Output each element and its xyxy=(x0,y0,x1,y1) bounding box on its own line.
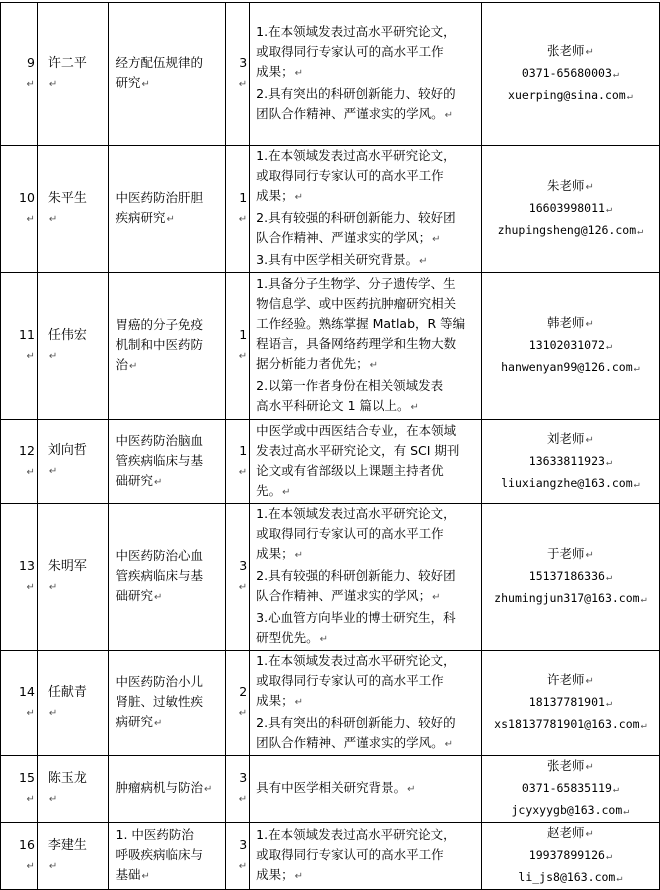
requirement-line: 成果；↵ xyxy=(256,867,304,882)
cell-end-icon: ↵ xyxy=(633,478,640,490)
cell-end-icon: ↵ xyxy=(48,466,58,477)
requirement-line: 1.在本领域发表过高水平研究论文， xyxy=(256,653,456,668)
research-topic-cell xyxy=(108,756,225,823)
paragraph-mark-icon: ↵ xyxy=(407,784,416,795)
row-number: 10 xyxy=(19,190,35,205)
contact-email: xs18137781901@163.com↵ xyxy=(494,717,647,731)
requirement-line: 程语言，具备网络药理学和生物大数 xyxy=(256,336,457,351)
requirements-cell xyxy=(250,273,482,420)
supervisor-name: 朱平生 xyxy=(47,190,87,206)
row-number-cell xyxy=(1,504,38,651)
research-topic-line: 中医药防治心血 xyxy=(115,548,204,563)
requirement-line: 或取得同行专家认可的高水平工作 xyxy=(256,44,444,59)
requirement-line: 1.在本领域发表过高水平研究论文， xyxy=(256,24,456,39)
requirement-line: 或取得同行专家认可的高水平工作 xyxy=(256,168,444,183)
cell-end-icon: ↵ xyxy=(238,708,248,719)
research-topic-line: 管疾病临床与基 xyxy=(115,568,204,583)
table-row xyxy=(1,823,660,890)
requirement-line: 或取得同行专家认可的高水平工作 xyxy=(256,526,444,541)
table-row xyxy=(1,420,660,504)
cell-end-icon: ↵ xyxy=(48,350,58,362)
requirement-line: 3.心血管方向毕业的博士研究生，科 xyxy=(256,610,456,625)
cell-end-icon: ↵ xyxy=(640,720,647,731)
contact-teacher: 韩老师↵ xyxy=(546,315,594,330)
quota-cell xyxy=(225,756,250,823)
paragraph-mark-icon: ↵ xyxy=(294,871,304,882)
table-row xyxy=(1,756,660,823)
research-topic-line: 机制和中医药防 xyxy=(115,337,204,352)
row-number-cell xyxy=(1,823,38,890)
quota-count: 3 xyxy=(239,837,248,852)
cell-end-icon: ↵ xyxy=(238,794,248,805)
paragraph-mark-icon: ↵ xyxy=(585,182,594,193)
quota-cell xyxy=(225,3,250,146)
paragraph-mark-icon: ↵ xyxy=(605,204,612,215)
requirements-cell xyxy=(250,146,482,273)
requirement-line: 团队合作精神、严谨求实的学风。↵ xyxy=(256,106,454,121)
contact-phone: 18137781901↵ xyxy=(528,695,612,709)
requirement-line: 高水平科研论文 1 篇以上。↵ xyxy=(256,398,419,413)
contact-cell xyxy=(481,420,659,504)
requirement-line: 1.在本领域发表过高水平研究论文， xyxy=(256,827,456,842)
contact-teacher: 张老师↵ xyxy=(546,43,594,58)
cell-end-icon: ↵ xyxy=(26,351,35,362)
requirement-line: 先。↵ xyxy=(256,482,291,498)
cell-end-icon: ↵ xyxy=(26,582,35,593)
cell-end-icon: ↵ xyxy=(48,793,58,805)
row-number: 16 xyxy=(19,837,35,852)
paragraph-mark-icon: ↵ xyxy=(605,341,612,352)
row-number: 12 xyxy=(19,442,35,458)
supervisor-name-cell xyxy=(37,504,108,651)
paragraph-mark-icon: ↵ xyxy=(282,486,291,498)
paragraph-mark-icon: ↵ xyxy=(369,360,379,371)
requirement-line: 具有中医学相关研究背景。↵ xyxy=(256,780,416,795)
row-number: 14 xyxy=(19,684,35,699)
cell-end-icon: ↵ xyxy=(154,476,163,488)
requirement-line: 2.具有较强的科研创新能力、较好团 xyxy=(256,568,456,583)
requirements-cell xyxy=(250,756,482,823)
research-topic-cell xyxy=(108,651,225,756)
requirement-line: 2.以第一作者身份在相关领域发表 xyxy=(256,378,444,393)
research-topic-cell xyxy=(108,146,225,273)
quota-count: 1 xyxy=(239,190,248,205)
cell-end-icon: ↵ xyxy=(141,79,150,90)
requirement-line: 工作经验。熟练掌握 Matlab，R 等编 xyxy=(256,316,466,331)
research-topic-cell xyxy=(108,273,225,420)
quota-cell xyxy=(225,823,250,890)
table-row xyxy=(1,3,660,146)
contact-cell xyxy=(481,273,659,420)
cell-end-icon: ↵ xyxy=(129,361,138,372)
paragraph-mark-icon: ↵ xyxy=(612,69,619,80)
research-topic-line: 经方配伍规律的 xyxy=(115,55,204,70)
quota-cell xyxy=(225,651,250,756)
paragraph-mark-icon: ↵ xyxy=(444,739,454,750)
requirements-cell xyxy=(250,651,482,756)
row-number: 13 xyxy=(19,558,35,573)
contact-teacher: 赵老师↵ xyxy=(546,825,594,840)
research-topic-line: 基础↵ xyxy=(115,867,150,882)
paragraph-mark-icon: ↵ xyxy=(605,572,612,583)
cell-end-icon: ↵ xyxy=(26,79,35,90)
supervisor-name: 李建生 xyxy=(47,837,87,853)
paragraph-mark-icon: ↵ xyxy=(585,676,594,687)
cell-end-icon: ↵ xyxy=(26,794,35,805)
cell-end-icon: ↵ xyxy=(626,91,633,102)
research-topic-cell xyxy=(108,823,225,890)
cell-end-icon: ↵ xyxy=(238,861,248,872)
cell-end-icon: ↵ xyxy=(166,214,175,225)
contact-phone: 13102031072↵ xyxy=(528,338,612,352)
paragraph-mark-icon: ↵ xyxy=(585,550,594,561)
quota-count: 3 xyxy=(239,770,248,785)
paragraph-mark-icon: ↵ xyxy=(294,192,304,203)
table-body xyxy=(1,3,660,890)
contact-phone: 0371-65680003↵ xyxy=(521,66,619,80)
paragraph-mark-icon: ↵ xyxy=(605,698,612,709)
contact-cell xyxy=(481,823,659,890)
table-row xyxy=(1,651,660,756)
research-topic-line: 中医药防治肝胆 xyxy=(115,190,204,205)
requirement-line: 1.在本领域发表过高水平研究论文， xyxy=(256,506,456,521)
paragraph-mark-icon: ↵ xyxy=(432,592,441,603)
requirement-line: 或取得同行专家认可的高水平工作 xyxy=(256,847,444,862)
cell-end-icon: ↵ xyxy=(238,214,248,225)
row-number-cell xyxy=(1,3,38,146)
supervisor-name-cell xyxy=(37,420,108,504)
quota-cell xyxy=(225,146,250,273)
recruitment-table xyxy=(0,2,660,890)
requirement-line: 研型优先。↵ xyxy=(256,630,329,645)
requirements-cell xyxy=(250,420,482,504)
requirement-line: 2.具有突出的科研创新能力、较好的 xyxy=(256,86,456,101)
cell-end-icon: ↵ xyxy=(623,806,630,817)
requirement-line: 成果；↵ xyxy=(256,693,304,708)
row-number-cell xyxy=(1,756,38,823)
requirement-line: 团队合作精神、严谨求实的学风。↵ xyxy=(256,735,454,750)
requirement-line: 发表过高水平研究论文，有 SCI 期刊 xyxy=(256,442,460,458)
supervisor-name-cell xyxy=(37,756,108,823)
research-topic-line: 础研究↵ xyxy=(115,472,163,488)
requirement-line: 1.具备分子生物学、分子遗传学、生 xyxy=(256,276,456,291)
table-row xyxy=(1,273,660,420)
paragraph-mark-icon: ↵ xyxy=(605,851,612,862)
paragraph-mark-icon: ↵ xyxy=(444,110,454,121)
contact-cell xyxy=(481,756,659,823)
supervisor-name: 刘向哲 xyxy=(47,443,87,458)
research-topic-line: 1. 中医药防治 xyxy=(115,827,194,842)
contact-phone: 13633811923↵ xyxy=(528,453,612,468)
paragraph-mark-icon: ↵ xyxy=(585,434,594,446)
contact-phone: 16603998011↵ xyxy=(528,201,612,215)
requirement-line: 队合作精神、严谨求实的学风；↵ xyxy=(256,230,441,245)
requirements-cell xyxy=(250,3,482,146)
cell-end-icon: ↵ xyxy=(640,594,647,605)
research-topic-line: 肾脏、过敏性疾 xyxy=(115,694,204,709)
contact-phone: 0371-65835119↵ xyxy=(521,781,619,795)
requirement-line: 或取得同行专家认可的高水平工作 xyxy=(256,673,444,688)
research-topic-line: 管疾病临床与基 xyxy=(115,452,204,468)
research-topic-line: 中医药防治脑血 xyxy=(115,432,204,448)
quota-cell xyxy=(225,504,250,651)
paragraph-mark-icon: ↵ xyxy=(432,234,441,245)
paragraph-mark-icon: ↵ xyxy=(605,456,612,468)
quota-cell xyxy=(225,420,250,504)
row-number-cell xyxy=(1,420,38,504)
requirement-line: 论文或有省部级以上课题主持者优 xyxy=(256,462,444,478)
paragraph-mark-icon: ↵ xyxy=(319,634,329,645)
requirement-line: 中医学或中西医结合专业，在本领域 xyxy=(256,422,457,438)
cell-end-icon: ↵ xyxy=(48,581,58,593)
table-row xyxy=(1,146,660,273)
research-topic-cell xyxy=(108,420,225,504)
row-number: 15 xyxy=(19,770,35,785)
cell-end-icon: ↵ xyxy=(154,592,163,603)
cell-end-icon: ↵ xyxy=(48,213,58,225)
research-topic-cell xyxy=(108,3,225,146)
contact-phone: 19937899126↵ xyxy=(528,848,612,862)
paragraph-mark-icon: ↵ xyxy=(294,68,304,79)
supervisor-name: 许二平 xyxy=(47,55,87,71)
cell-end-icon: ↵ xyxy=(238,466,248,478)
paragraph-mark-icon: ↵ xyxy=(410,402,419,413)
requirement-line: 1.在本领域发表过高水平研究论文， xyxy=(256,148,456,163)
row-number-cell xyxy=(1,651,38,756)
row-number: 11 xyxy=(19,327,35,342)
row-number-cell xyxy=(1,146,38,273)
supervisor-name-cell xyxy=(37,651,108,756)
requirement-line: 3.具有中医学相关研究背景。↵ xyxy=(256,252,428,267)
paragraph-mark-icon: ↵ xyxy=(585,762,594,773)
research-topic-cell xyxy=(108,504,225,651)
research-topic-line: 础研究↵ xyxy=(115,588,163,603)
cell-end-icon: ↵ xyxy=(48,707,58,719)
contact-teacher: 朱老师↵ xyxy=(546,178,594,193)
cell-end-icon: ↵ xyxy=(26,214,35,225)
requirement-line: 队合作精神、严谨求实的学风；↵ xyxy=(256,588,441,603)
cell-end-icon: ↵ xyxy=(154,718,163,729)
cell-end-icon: ↵ xyxy=(26,861,35,872)
supervisor-name: 任献青 xyxy=(47,684,87,700)
research-topic-line: 疾病研究↵ xyxy=(115,210,175,225)
research-topic-line: 研究↵ xyxy=(115,75,150,90)
contact-cell xyxy=(481,146,659,273)
supervisor-name-cell xyxy=(37,146,108,273)
contact-teacher: 于老师↵ xyxy=(546,546,594,561)
cell-end-icon: ↵ xyxy=(48,860,58,872)
requirements-cell xyxy=(250,504,482,651)
contact-teacher: 许老师↵ xyxy=(546,672,594,687)
supervisor-name-cell xyxy=(37,273,108,420)
cell-end-icon: ↵ xyxy=(26,466,35,478)
quota-cell xyxy=(225,273,250,420)
contact-email: xuerping@sina.com↵ xyxy=(508,88,633,102)
contact-teacher: 张老师↵ xyxy=(546,758,594,773)
research-topic-line: 呼吸疾病临床与 xyxy=(115,847,204,862)
cell-end-icon: ↵ xyxy=(616,873,623,884)
contact-teacher: 刘老师↵ xyxy=(546,430,594,446)
supervisor-name-cell xyxy=(37,3,108,146)
paragraph-mark-icon: ↵ xyxy=(294,550,304,561)
contact-email: zhupingsheng@126.com↵ xyxy=(497,223,644,237)
paragraph-mark-icon: ↵ xyxy=(612,784,619,795)
contact-cell xyxy=(481,651,659,756)
supervisor-name: 任伟宏 xyxy=(47,327,87,343)
supervisor-name: 陈玉龙 xyxy=(47,770,87,786)
contact-cell xyxy=(481,3,659,146)
paragraph-mark-icon: ↵ xyxy=(585,319,594,330)
contact-email: liuxiangzhe@163.com↵ xyxy=(501,475,640,490)
contact-phone: 15137186336↵ xyxy=(528,569,612,583)
cell-end-icon: ↵ xyxy=(204,784,213,795)
quota-count: 1 xyxy=(239,327,248,342)
row-number: 9 xyxy=(26,55,35,70)
row-number-cell xyxy=(1,273,38,420)
cell-end-icon: ↵ xyxy=(238,351,248,362)
quota-count: 3 xyxy=(239,55,248,70)
quota-count: 2 xyxy=(239,684,248,699)
cell-end-icon: ↵ xyxy=(238,582,248,593)
cell-end-icon: ↵ xyxy=(633,363,640,374)
paragraph-mark-icon: ↵ xyxy=(419,256,428,267)
paragraph-mark-icon: ↵ xyxy=(294,697,304,708)
contact-email: li_js8@163.com↵ xyxy=(518,870,623,884)
table-row xyxy=(1,504,660,651)
research-topic-line: 中医药防治小儿 xyxy=(115,674,204,689)
supervisor-name-cell xyxy=(37,823,108,890)
requirements-cell xyxy=(250,823,482,890)
contact-email: zhumingjun317@163.com↵ xyxy=(494,591,647,605)
research-topic-line: 治↵ xyxy=(115,357,138,372)
quota-count: 3 xyxy=(239,558,248,573)
research-topic-line: 胃癌的分子免疫 xyxy=(115,317,204,332)
contact-email: hanwenyan99@126.com↵ xyxy=(501,360,640,374)
requirement-line: 成果；↵ xyxy=(256,64,304,79)
contact-email: jcyxyygb@163.com↵ xyxy=(511,803,630,817)
contact-cell xyxy=(481,504,659,651)
requirement-line: 据分析能力者优先；↵ xyxy=(256,356,379,371)
requirement-line: 2.具有较强的科研创新能力、较好团 xyxy=(256,210,456,225)
requirement-line: 物信息学、或中医药抗肿瘤研究相关 xyxy=(256,296,457,311)
requirement-line: 成果；↵ xyxy=(256,546,304,561)
research-topic-line: 肿瘤病机与防治↵ xyxy=(115,780,213,795)
research-topic-line: 病研究↵ xyxy=(115,714,163,729)
supervisor-name: 朱明军 xyxy=(47,558,87,574)
quota-count: 1 xyxy=(239,442,248,458)
cell-end-icon: ↵ xyxy=(26,708,35,719)
cell-end-icon: ↵ xyxy=(637,226,644,237)
paragraph-mark-icon: ↵ xyxy=(585,829,594,840)
cell-end-icon: ↵ xyxy=(238,79,248,90)
requirement-line: 2.具有突出的科研创新能力、较好的 xyxy=(256,715,456,730)
requirement-line: 成果；↵ xyxy=(256,188,304,203)
cell-end-icon: ↵ xyxy=(48,78,58,90)
cell-end-icon: ↵ xyxy=(141,871,150,882)
paragraph-mark-icon: ↵ xyxy=(585,47,594,58)
